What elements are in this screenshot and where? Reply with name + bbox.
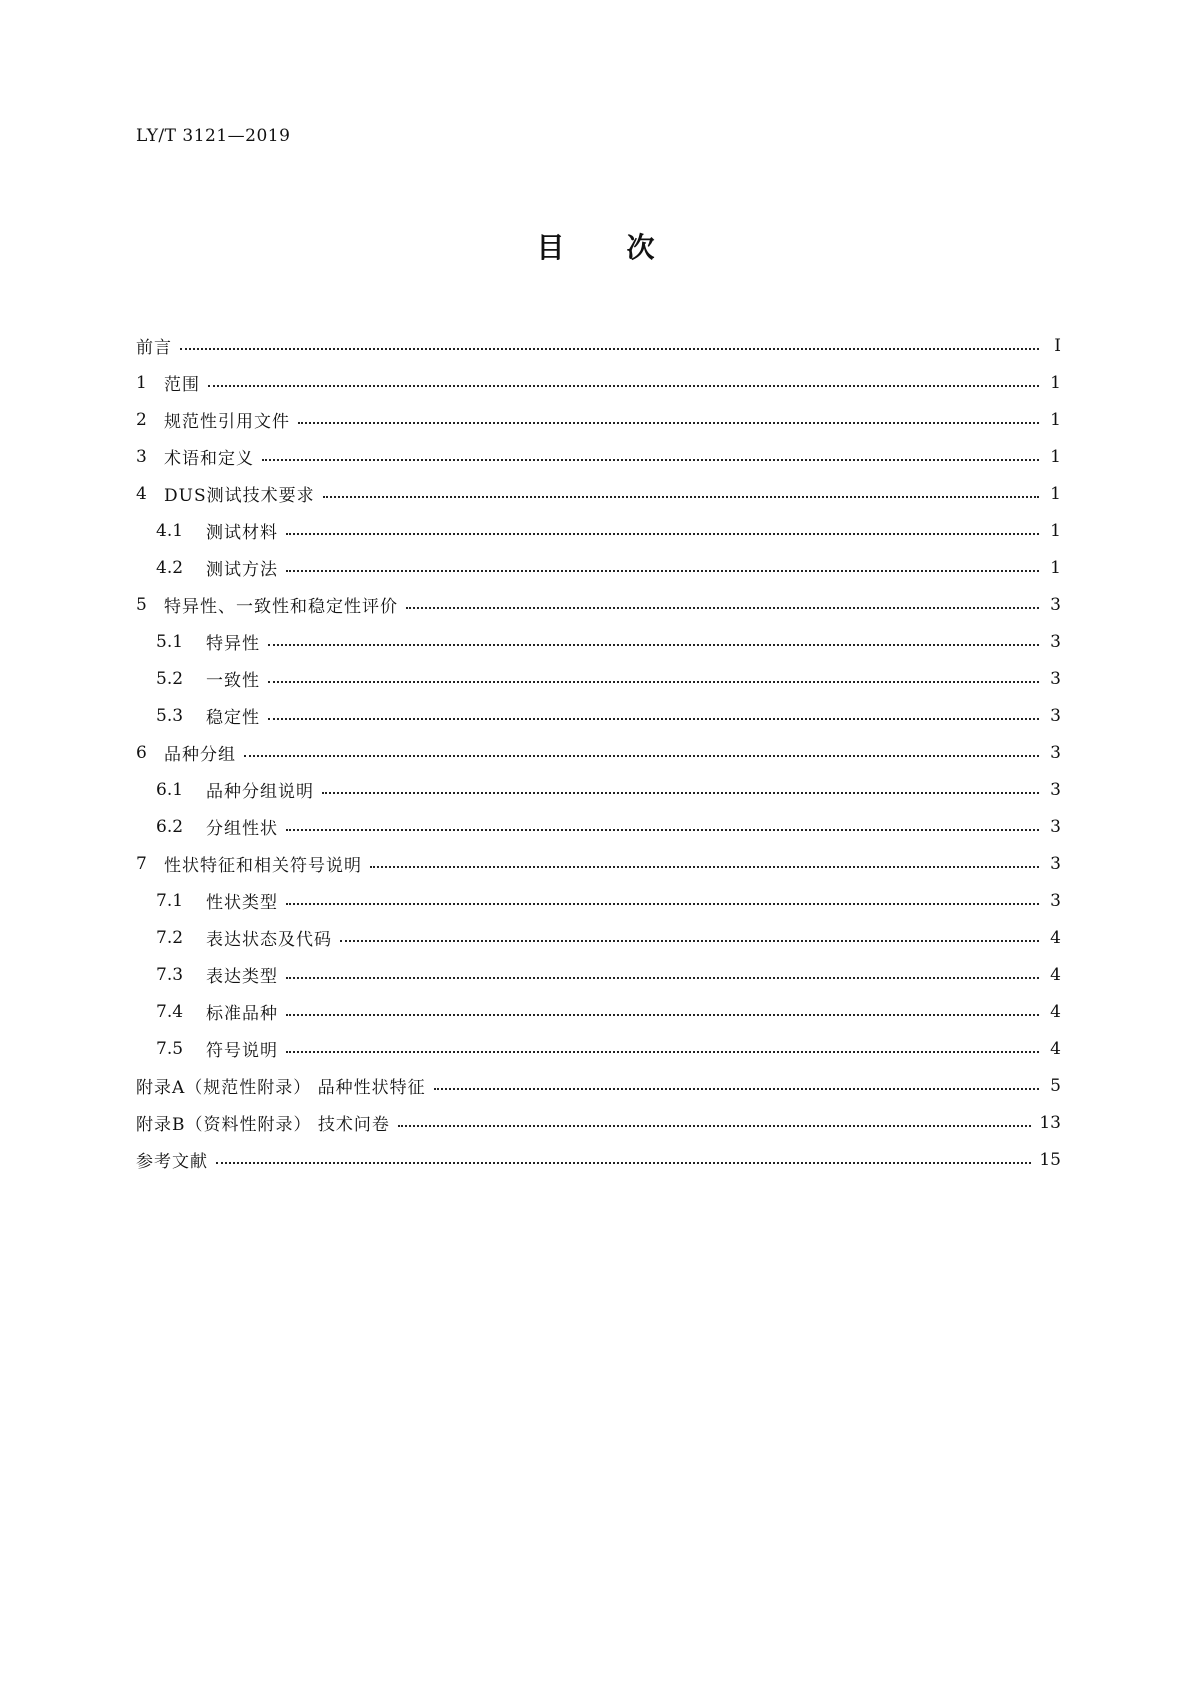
toc-entry-page: 3 xyxy=(1050,779,1061,800)
toc-entry-label: 符号说明 xyxy=(206,1041,278,1061)
toc-dot-leader xyxy=(323,496,1039,498)
toc-entry[interactable] xyxy=(136,845,1061,882)
toc-dot-leader xyxy=(286,829,1039,831)
toc-entry-number: 7.2 xyxy=(156,927,184,948)
toc-dot-leader xyxy=(286,1051,1039,1053)
toc-entry-number: 7 xyxy=(136,853,147,874)
toc-entry-page: 3 xyxy=(1050,668,1061,689)
toc-dot-leader xyxy=(268,644,1039,646)
toc-dot-leader xyxy=(286,570,1039,572)
toc-entry[interactable] xyxy=(136,993,1061,1030)
toc-entry[interactable] xyxy=(136,623,1061,660)
toc-dot-leader xyxy=(370,866,1039,868)
toc-entry[interactable] xyxy=(136,956,1061,993)
toc-entry-page: 1 xyxy=(1050,483,1061,504)
toc-dot-leader xyxy=(244,755,1039,757)
toc-entry-number: 4 xyxy=(136,483,147,504)
toc-entry-page: 3 xyxy=(1050,742,1061,763)
toc-dot-leader xyxy=(406,607,1039,609)
toc-entry[interactable] xyxy=(136,1067,1061,1104)
toc-entry-label: 参考文献 xyxy=(136,1152,208,1172)
toc-entry[interactable] xyxy=(136,1104,1061,1141)
toc-entry-label: 表达类型 xyxy=(206,967,278,987)
toc-entry-label: 前言 xyxy=(136,338,172,358)
toc-entry-label: 品种分组说明 xyxy=(206,782,314,802)
toc-dot-leader xyxy=(268,718,1039,720)
toc-entry-number: 5.2 xyxy=(156,668,184,689)
toc-dot-leader xyxy=(208,385,1039,387)
toc-entry-label: 表达状态及代码 xyxy=(206,930,332,950)
toc-entry-page: 1 xyxy=(1050,409,1061,430)
toc-entry-page: 3 xyxy=(1050,594,1061,615)
toc-entry-label: 性状特征和相关符号说明 xyxy=(164,856,362,876)
toc-entry-page: 3 xyxy=(1050,816,1061,837)
toc-entry-number: 7.1 xyxy=(156,890,184,911)
toc-entry-page: 4 xyxy=(1050,927,1061,948)
toc-entry-page: 3 xyxy=(1050,705,1061,726)
toc-entry[interactable] xyxy=(136,1141,1061,1178)
toc-dot-leader xyxy=(398,1125,1031,1127)
toc-entry[interactable] xyxy=(136,401,1061,438)
toc-entry[interactable] xyxy=(136,697,1061,734)
toc-entry-label: 测试方法 xyxy=(206,560,278,580)
toc-dot-leader xyxy=(286,977,1039,979)
toc-entry-label: 品种分组 xyxy=(164,745,236,765)
toc-entry[interactable] xyxy=(136,882,1061,919)
toc-entry-page: 13 xyxy=(1039,1112,1061,1133)
toc-dot-leader xyxy=(286,903,1039,905)
toc-entry-number: 1 xyxy=(136,372,147,393)
toc-entry-page: 3 xyxy=(1050,853,1061,874)
toc-entry-number: 7.4 xyxy=(156,1001,184,1022)
toc-entry[interactable] xyxy=(136,549,1061,586)
toc-entry-label: 规范性引用文件 xyxy=(164,412,290,432)
toc-entry-page: 1 xyxy=(1050,520,1061,541)
toc-entry-label: DUS测试技术要求 xyxy=(164,486,315,506)
toc-dot-leader xyxy=(262,459,1039,461)
toc-entry-number: 5 xyxy=(136,594,147,615)
toc-entry-number: 3 xyxy=(136,446,147,467)
toc-entry-number: 5.3 xyxy=(156,705,184,726)
toc-entry-label: 一致性 xyxy=(206,671,260,691)
toc-entry[interactable] xyxy=(136,919,1061,956)
page-title: 目次 xyxy=(536,231,717,264)
toc-entry[interactable] xyxy=(136,1030,1061,1067)
table-of-contents xyxy=(136,327,1061,1178)
toc-entry[interactable] xyxy=(136,771,1061,808)
toc-dot-leader xyxy=(216,1162,1031,1164)
toc-entry-label: 特异性 xyxy=(206,634,260,654)
toc-entry-page: 4 xyxy=(1050,1038,1061,1059)
toc-entry-number: 7.3 xyxy=(156,964,184,985)
toc-entry-label: 性状类型 xyxy=(206,893,278,913)
toc-entry-page: 3 xyxy=(1050,631,1061,652)
toc-entry-number: 2 xyxy=(136,409,147,430)
toc-entry[interactable] xyxy=(136,475,1061,512)
toc-entry-page: 1 xyxy=(1050,372,1061,393)
toc-entry-label: 分组性状 xyxy=(206,819,278,839)
toc-entry-label: 稳定性 xyxy=(206,708,260,728)
toc-entry-number: 6.1 xyxy=(156,779,184,800)
toc-entry-label: 附录A（规范性附录） 品种性状特征 xyxy=(136,1078,426,1098)
toc-entry[interactable] xyxy=(136,808,1061,845)
toc-entry-label: 标准品种 xyxy=(206,1004,278,1024)
toc-entry[interactable] xyxy=(136,364,1061,401)
toc-entry-number: 4.2 xyxy=(156,557,184,578)
toc-dot-leader xyxy=(340,940,1039,942)
toc-dot-leader xyxy=(434,1088,1039,1090)
toc-dot-leader xyxy=(298,422,1039,424)
standard-code: LY/T 3121—2019 xyxy=(136,126,291,146)
toc-entry-page: 5 xyxy=(1050,1075,1061,1096)
toc-dot-leader xyxy=(322,792,1039,794)
toc-entry[interactable] xyxy=(136,586,1061,623)
toc-entry-page: 3 xyxy=(1050,890,1061,911)
toc-entry-label: 测试材料 xyxy=(206,523,278,543)
toc-entry-number: 7.5 xyxy=(156,1038,184,1059)
toc-entry-number: 6 xyxy=(136,742,147,763)
toc-dot-leader xyxy=(268,681,1039,683)
toc-entry-number: 6.2 xyxy=(156,816,184,837)
toc-dot-leader xyxy=(180,348,1039,350)
toc-entry[interactable] xyxy=(136,660,1061,697)
toc-entry[interactable] xyxy=(136,438,1061,475)
toc-entry-page: 1 xyxy=(1050,446,1061,467)
toc-entry-number: 4.1 xyxy=(156,520,184,541)
toc-entry-page: Ⅰ xyxy=(1054,335,1061,356)
toc-entry-page: 1 xyxy=(1050,557,1061,578)
toc-dot-leader xyxy=(286,1014,1039,1016)
toc-entry-page: 15 xyxy=(1039,1149,1061,1170)
toc-dot-leader xyxy=(286,533,1039,535)
toc-entry-page: 4 xyxy=(1050,964,1061,985)
toc-entry-label: 术语和定义 xyxy=(164,449,254,469)
toc-entry-label: 范围 xyxy=(164,375,200,395)
toc-entry-number: 5.1 xyxy=(156,631,184,652)
toc-entry-page: 4 xyxy=(1050,1001,1061,1022)
toc-entry[interactable] xyxy=(136,512,1061,549)
toc-entry-label: 附录B（资料性附录） 技术问卷 xyxy=(136,1115,390,1135)
toc-entry[interactable] xyxy=(136,734,1061,771)
toc-entry-label: 特异性、一致性和稳定性评价 xyxy=(164,597,398,617)
toc-entry[interactable] xyxy=(136,327,1061,364)
